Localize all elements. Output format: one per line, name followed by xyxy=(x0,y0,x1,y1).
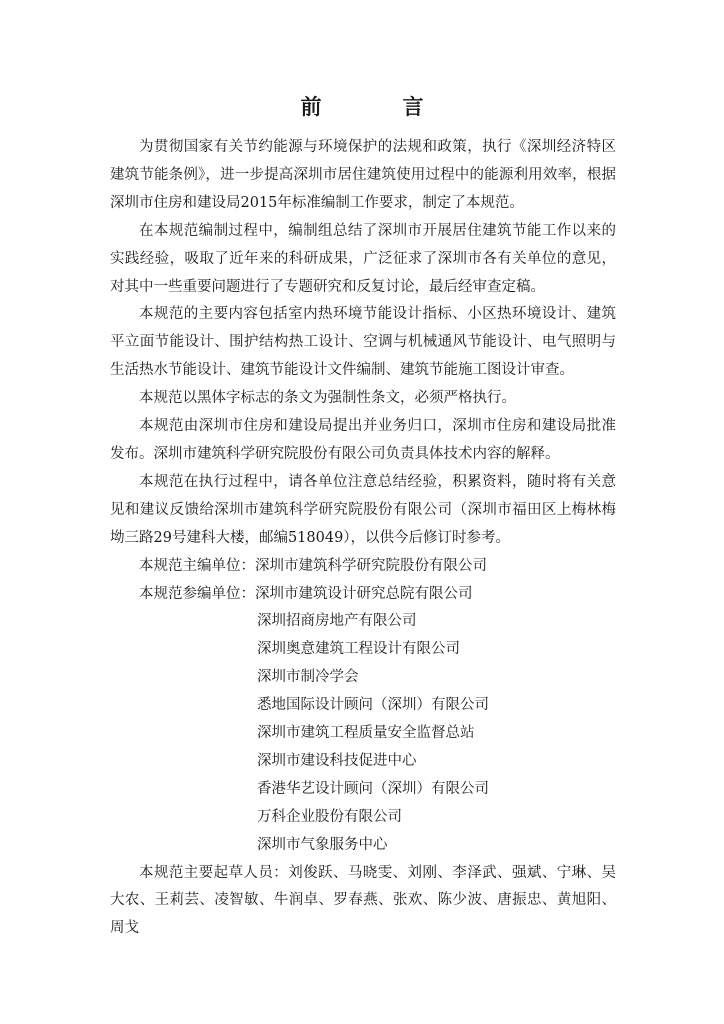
co-editor-item: 万科企业股份有限公司 xyxy=(257,808,402,825)
co-editor-item: 深圳招商房地产有限公司 xyxy=(257,613,417,630)
preface-body xyxy=(110,134,616,943)
co-editor-item: 深圳市气象服务中心 xyxy=(257,836,388,853)
paragraph-mandatory: 本规范以黑体字标志的条文为强制性条文，必须严格执行。 xyxy=(139,390,516,407)
paragraph-feedback: 本规范在执行过程中，请各单位注意总结经验，积累资料，随时将有关意见和建议反馈给深圳市建筑科学研究院股份有限公司（深圳市福田区上梅林梅坳三路29号建科大楼，邮编518049），以供今后修订时参考。 xyxy=(110,473,616,546)
paragraph-management: 本规范由深圳市住房和建设局提出并业务归口，深圳市住房和建设局批准发布。深圳市建筑科学研究院股份有限公司负责具体技术内容的解释。 xyxy=(110,418,616,462)
page-title: 前 言 xyxy=(300,94,454,119)
co-editors-label-line: 本规范参编单位：深圳市建筑设计研究总院有限公司 xyxy=(139,585,473,602)
paragraph-process: 在本规范编制过程中，编制组总结了深圳市开展居住建筑节能工作以来的实践经验，吸取了近年来的科研成果，广泛征求了深圳市各有关单位的意见，对其中一些重要问题进行了专题研究和反复讨论，最后经审查定稿。 xyxy=(110,222,616,295)
co-editor-item: 悉地国际设计顾问（深圳）有限公司 xyxy=(257,697,489,714)
drafters-paragraph: 本规范主要起草人员：刘俊跃、马晓雯、刘刚、李泽武、强斌、宁琳、吴大农、王莉芸、凌智敏、牛润卓、罗春燕、张欢、陈少波、唐振忠、黄旭阳、周戈 xyxy=(110,864,616,937)
co-editor-item: 深圳市制冷学会 xyxy=(257,669,359,686)
paragraph-contents: 本规范的主要内容包括室内热环境节能设计指标、小区热环境设计、建筑平立面节能设计、围护结构热工设计、空调与机械通风节能设计、电气照明与生活热水节能设计、建筑节能设计文件编制、建筑节能施工图设计审查。 xyxy=(110,306,616,379)
co-editor-item: 深圳市建筑工程质量安全监督总站 xyxy=(257,725,475,742)
chief-editor-line: 本规范主编单位：深圳市建筑科学研究院股份有限公司 xyxy=(139,557,487,574)
paragraph-purpose: 为贯彻国家有关节约能源与环境保护的法规和政策，执行《深圳经济特区建筑节能条例》，进一步提高深圳市居住建筑使用过程中的能源利用效率，根据深圳市住房和建设局2015年标准编制工作要求，制定了本规范。 xyxy=(110,139,616,211)
co-editor-item: 深圳奥意建筑工程设计有限公司 xyxy=(257,641,460,658)
co-editor-item: 香港华艺设计顾问（深圳）有限公司 xyxy=(257,780,489,797)
co-editor-item: 深圳市建设科技促进中心 xyxy=(257,752,417,769)
